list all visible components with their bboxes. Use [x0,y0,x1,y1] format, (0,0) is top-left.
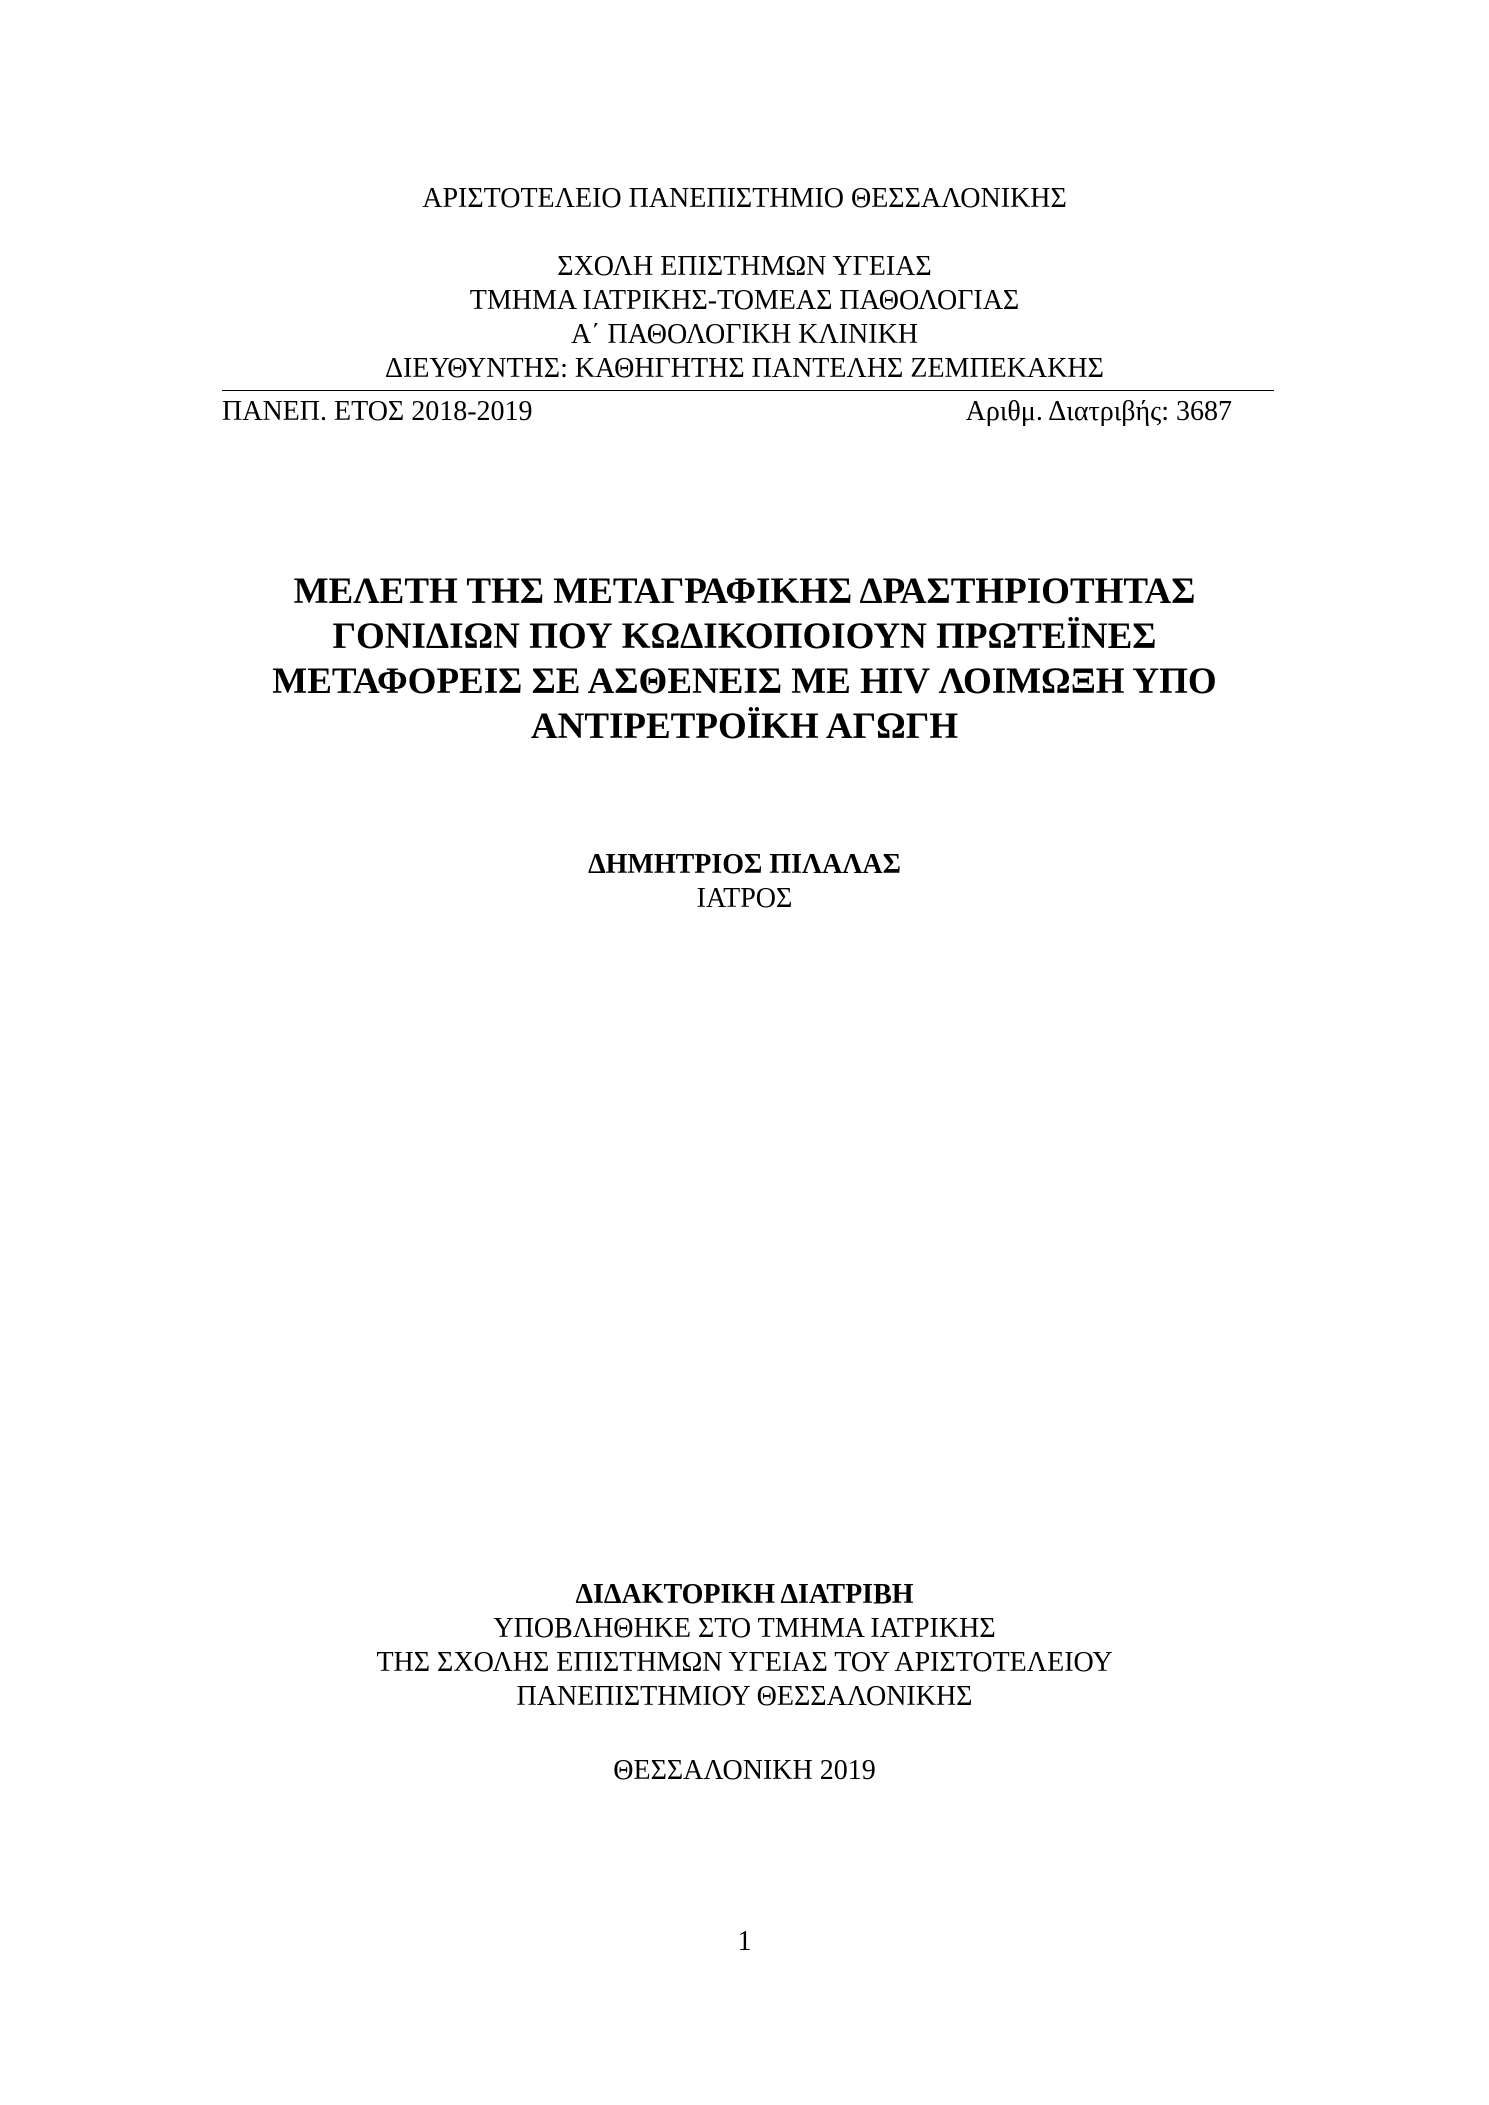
submission-line: ΤΗΣ ΣΧΟΛΗΣ ΕΠΙΣΤΗΜΩΝ ΥΓΕΙΑΣ ΤΟΥ ΑΡΙΣΤΟΤΕΛΕΙΟΥ [376,1647,1113,1678]
title-line: ΜΕΤΑΦΟΡΕΙΣ ΣΕ ΑΣΘΕΝΕΙΣ ΜΕ HIV ΛΟΙΜΩΞΗ ΥΠΟ [272,661,1217,702]
page-number: 1 [737,1926,752,1957]
school-name: ΣΧΟΛΗ ΕΠΙΣΤΗΜΩΝ ΥΓΕΙΑΣ [557,251,932,282]
department-name: ΤΜΗΜΑ ΙΑΤΡΙΚΗΣ-ΤΟΜΕΑΣ ΠΑΘΟΛΟΓΙΑΣ [469,285,1020,316]
place-year: ΘΕΣΣΑΛΟΝΙΚΗ 2019 [613,1755,876,1786]
title-line: ΑΝΤΙΡΕΤΡΟΪΚΗ ΑΓΩΓΗ [530,706,959,747]
thesis-type: ΔΙΔΑΚΤΟΡΙΚΗ ΔΙΑΤΡΙΒΗ [575,1579,914,1610]
author-profession: ΙΑΤΡΟΣ [696,883,793,914]
academic-year: ΠΑΝΕΠ. ΕΤΟΣ 2018-2019 [222,396,533,427]
title-line: ΜΕΛΕΤΗ ΤΗΣ ΜΕΤΑΓΡΑΦΙΚΗΣ ΔΡΑΣΤΗΡΙΟΤΗΤΑΣ [293,571,1196,612]
title-line: ΓΟΝΙΔΙΩΝ ΠΟΥ ΚΩΔΙΚΟΠΟΙΟΥΝ ΠΡΩΤΕΪΝΕΣ [332,616,1157,657]
university-name: ΑΡΙΣΤΟΤΕΛΕΙΟ ΠΑΝΕΠΙΣΤΗΜΙΟ ΘΕΣΣΑΛΟΝΙΚΗΣ [422,183,1067,214]
header-divider [222,390,1274,391]
director-line: ΔΙΕΥΘΥΝΤΗΣ: ΚΑΘΗΓΗΤΗΣ ΠΑΝΤΕΛΗΣ ΖΕΜΠΕΚΑΚΗΣ [385,353,1104,384]
thesis-number: Αριθμ. Διατριβής: 3687 [965,396,1232,427]
submission-line: ΠΑΝΕΠΙΣΤΗΜΙΟΥ ΘΕΣΣΑΛΟΝΙΚΗΣ [516,1681,973,1712]
author-name: ΔΗΜΗΤΡΙΟΣ ΠΙΛΑΛΑΣ [588,849,901,880]
submission-line: ΥΠΟΒΛΗΘΗΚΕ ΣΤΟ ΤΜΗΜΑ ΙΑΤΡΙΚΗΣ [493,1613,996,1644]
clinic-name: Α΄ ΠΑΘΟΛΟΓΙΚΗ ΚΛΙΝΙΚΗ [570,319,919,350]
